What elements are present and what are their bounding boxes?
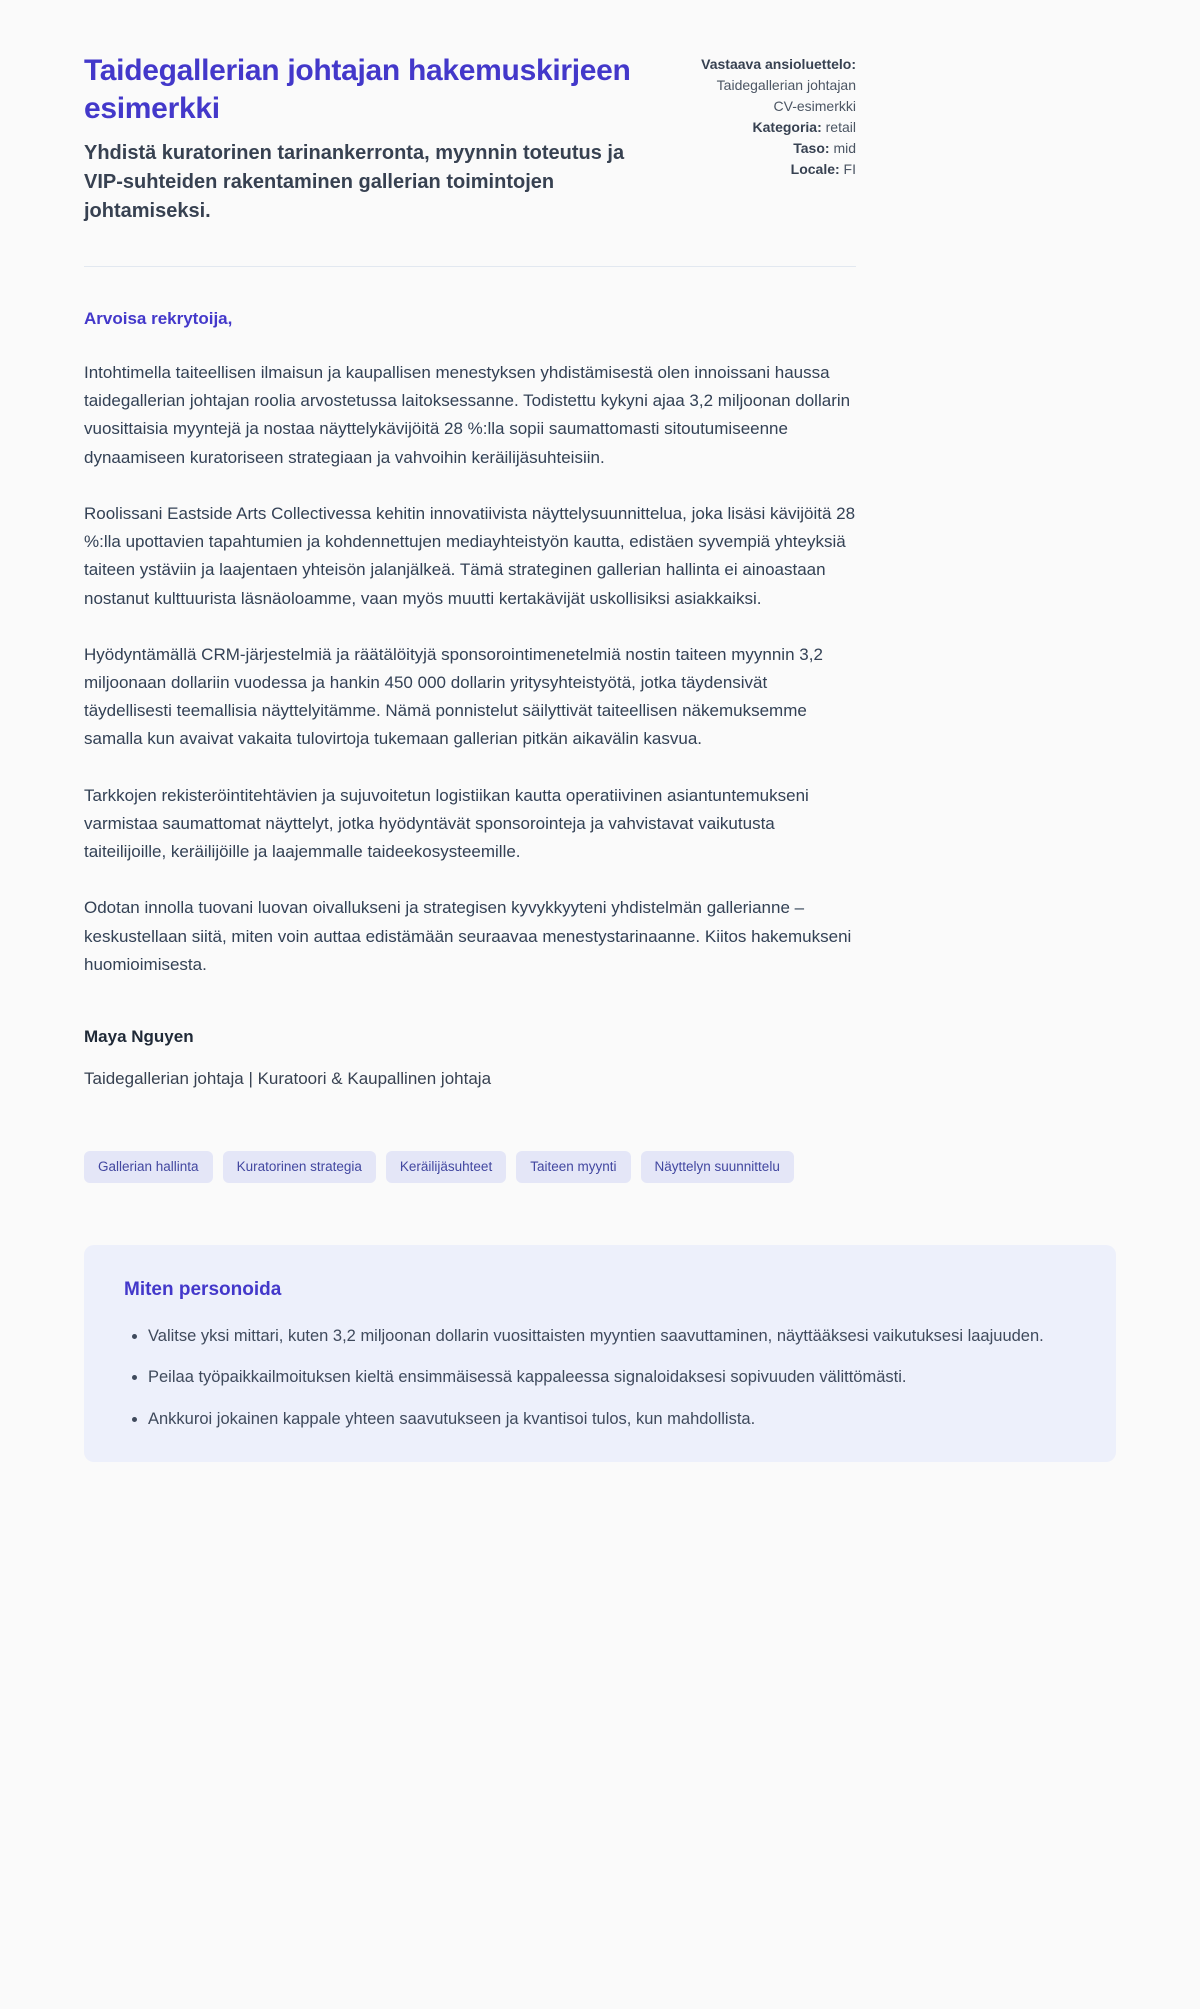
signature-name: Maya Nguyen [84, 1026, 194, 1046]
tip-item: • Valitse yksi mittari, kuten 3,2 miljoonan dollarin vuosittaisten myyntien saavuttaminen, näyttääksesi vaikutuksesi laajuuden. [148, 1323, 1076, 1349]
meta-level-value: mid [833, 140, 856, 156]
skill-tags [84, 1151, 856, 1183]
tips-list [124, 1323, 1076, 1432]
header-meta [698, 52, 856, 180]
letter-greeting: Arvoisa rekrytoija, [84, 308, 233, 328]
signature-role: Taidegallerian johtaja | Kuratoori & Kaupallinen johtaja [84, 1069, 492, 1089]
header-titles [84, 52, 659, 226]
header-divider [84, 266, 856, 267]
signature-block [84, 1023, 856, 1093]
skill-tag: Keräilijäsuhteet [386, 1151, 506, 1183]
header [84, 52, 856, 226]
letter-paragraph: Odotan innolla tuovani luovan oivallukseni ja strategisen kyvykkyyteni yhdistelmän gallerianne – keskustellaan siitä, miten voin auttaa edistämään seuraavaa menestystarinaanne. Kiitos hakemukseni huomioimisesta. [84, 898, 852, 974]
letter-paragraph: Tarkkojen rekisteröintitehtävien ja sujuvoitetun logistiikan kautta operatiivinen asiantuntemukseni varmistaa saumattomat näyttelyt, jotka hyödyntävät sponsorointeja ja vahvistavat vaikutusta taiteilijoille, keräilijöille ja laajemmalle taideekosysteemille. [84, 785, 809, 862]
meta-locale-value: FI [843, 161, 856, 177]
tip-item: • Peilaa työpaikkailmoituksen kieltä ensimmäisessä kappaleessa signaloidaksesi sopivuuden välittömästi. [148, 1364, 1076, 1390]
meta-resume [698, 54, 856, 117]
skill-tag: Kuratorinen strategia [223, 1151, 376, 1183]
skill-tag: Gallerian hallinta [84, 1151, 213, 1183]
meta-level [698, 138, 856, 159]
letter-paragraph: Roolissani Eastside Arts Collectivessa kehitin innovatiivista näyttelysuunnittelua, joka lisäsi kävijöitä 28 %:lla upottavien tapahtumien ja kohdennettujen mediayhteistyön kautta, edistäen syvempiä yhteyksiä taiteen ystäviin ja laajentaen yhteisön jalanjälkeä. Tämä strateginen gallerian hallinta ei ainoastaan nostanut kulttuurista läsnäoloamme, vaan myös muutti kertakävijät uskollisiksi asiakkaiksi. [84, 503, 856, 608]
meta-category-label: Kategoria: [752, 119, 822, 135]
tip-item: • Ankkuroi jokainen kappale yhteen saavutukseen ja kvantisoi tulos, kun mahdollista. [148, 1406, 1076, 1432]
content-column [84, 52, 856, 1183]
meta-resume-link[interactable]: Taidegallerian johtajan CV-esimerkki [716, 77, 856, 114]
meta-resume-label: Vastaava ansioluettelo: [701, 56, 856, 72]
meta-locale-label: Locale: [790, 161, 840, 177]
page [84, 0, 1116, 1542]
cover-letter-body [84, 305, 856, 1094]
letter-paragraph: Hyödyntämällä CRM-järjestelmiä ja räätälöityjä sponsorointimenetelmiä nostin taiteen myynnin 3,2 miljoonaan dollariin vuodessa ja hankin 450 000 dollarin yritysyhteistyötä, jotka täydensivät täydellisesti teemallisia näyttelyitämme. Nämä ponnistelut säilyttivät taiteellisen näkemuksemme samalla kun avaivat vakaita tulovirtoja tukemaan gallerian pitkän aikavälin kasvua. [84, 644, 823, 749]
tips-title: Miten personoida [124, 1278, 282, 1300]
personalization-tips-card [84, 1245, 1116, 1462]
meta-level-label: Taso: [793, 140, 830, 156]
meta-category-value: retail [825, 119, 856, 135]
page-subtitle: Yhdistä kuratorinen tarinankerronta, myynnin toteutus ja VIP-suhteiden rakentaminen gallerian toimintojen johtamiseksi. [84, 141, 625, 222]
skill-tag: Taiteen myynti [516, 1151, 630, 1183]
page-title: Taidegallerian johtajan hakemuskirjeen esimerkki [84, 54, 631, 126]
meta-category [698, 117, 856, 138]
skill-tag: Näyttelyn suunnittelu [641, 1151, 794, 1183]
meta-locale [698, 159, 856, 180]
letter-paragraph: Intohtimella taiteellisen ilmaisun ja kaupallisen menestyksen yhdistämisestä olen innoissani haussa taidegallerian johtajan roolia arvostetussa laitoksessanne. Todistettu kykyni ajaa 3,2 miljoonan dollarin vuosittaisia myyntejä ja nostaa näyttelykävijöitä 28 %:lla sopii saumattomasti sitoutumiseenne dynaamiseen kuratoriseen strategiaan ja vahvoihin keräilijäsuhteisiin. [84, 363, 851, 467]
